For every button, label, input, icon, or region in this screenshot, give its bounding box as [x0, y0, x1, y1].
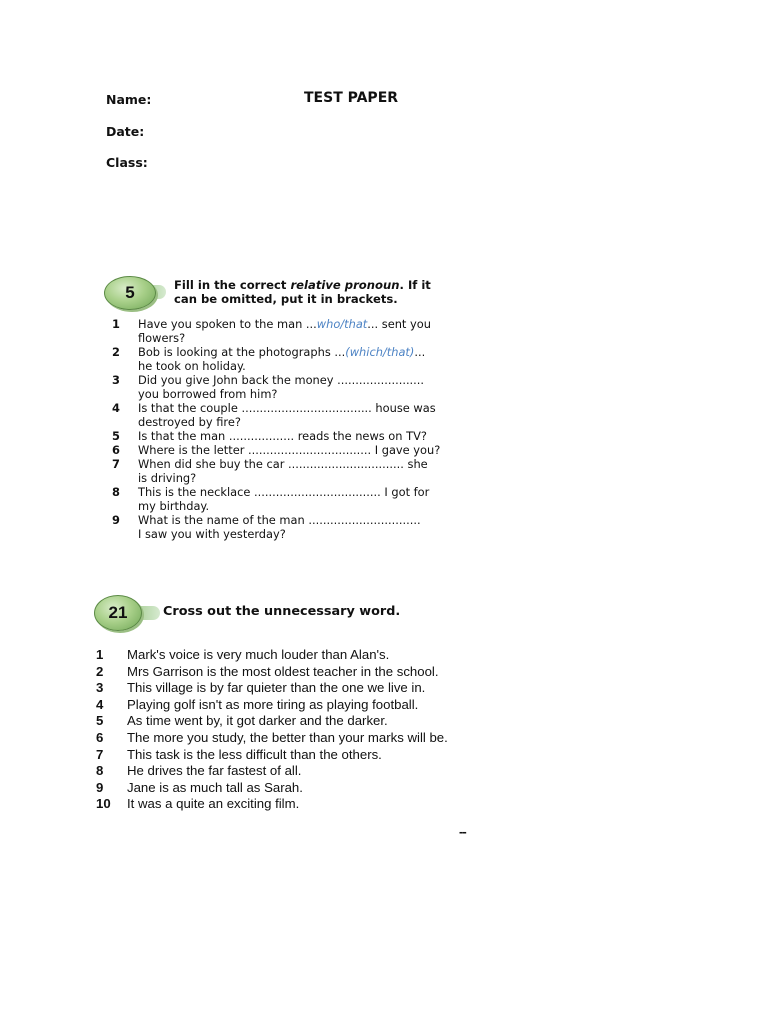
- item-number: 9: [96, 779, 104, 795]
- exercise-21-badge: 21: [94, 595, 142, 631]
- item-number: 1: [112, 317, 120, 331]
- item-text-part: Is that the couple .................................... house was: [138, 401, 436, 415]
- item-text: [138, 457, 472, 485]
- item-number: 1: [96, 647, 104, 662]
- item-number: 4: [112, 401, 120, 415]
- item-text: [138, 513, 472, 541]
- item-text: This village is by far quieter than the one we live in.: [127, 680, 426, 696]
- item-text: [138, 373, 472, 401]
- item-number: 10: [96, 796, 111, 812]
- item-number: 8: [96, 763, 104, 779]
- item-number: 7: [112, 457, 120, 471]
- exercise-21-item: [96, 747, 496, 764]
- item-number: 7: [96, 746, 104, 762]
- exercise-5-instruction: Fill in the correct relative pronoun. If it can be omitted, put it in brackets.: [174, 278, 431, 306]
- exercise-21-item: [96, 763, 496, 780]
- exercise-21-item: [96, 697, 496, 714]
- exercise-5-item: [112, 373, 472, 401]
- item-number: 3: [112, 373, 120, 387]
- page-title: TEST PAPER: [304, 90, 399, 106]
- item-text-part: When did she buy the car ................................ she: [138, 457, 428, 471]
- item-text: He drives the far fastest of all.: [127, 763, 302, 779]
- exercise-5-item: [112, 443, 472, 457]
- item-text: Jane is as much tall as Sarah.: [127, 779, 303, 795]
- item-text-part: is driving?: [138, 471, 197, 485]
- date-label: Date:: [106, 124, 145, 139]
- exercise-21-item: [96, 730, 496, 747]
- item-number: 6: [112, 443, 120, 457]
- item-number: 5: [112, 429, 120, 443]
- exercise-21-list: [96, 647, 496, 813]
- name-label: Name:: [106, 92, 152, 107]
- item-text: [138, 401, 472, 429]
- item-text: Playing golf isn't as more tiring as playing football.: [127, 696, 419, 712]
- item-text-part: you borrowed from him?: [138, 387, 278, 401]
- exercise-21-item: [96, 796, 496, 813]
- exercise-5-list: [112, 317, 472, 541]
- item-text: Mark's voice is very much louder than Alan's.: [127, 647, 390, 662]
- page-mark: --: [459, 824, 466, 839]
- item-number: 4: [96, 696, 104, 712]
- item-text-part: ... sent you: [367, 317, 431, 331]
- item-text: [138, 429, 472, 443]
- item-text-part: he took on holiday.: [138, 359, 246, 373]
- item-text: [138, 443, 472, 457]
- item-text-part: Where is the letter .................................. I gave you?: [138, 443, 441, 457]
- item-text-part: Have you spoken to the man ...: [138, 317, 317, 331]
- item-text-part: Bob is looking at the photographs ...: [138, 345, 346, 359]
- item-text-part: flowers?: [138, 331, 186, 345]
- item-text-part: What is the name of the man ...............................: [138, 513, 421, 527]
- item-number: 2: [112, 345, 120, 359]
- exercise-21-item: [96, 647, 496, 664]
- exercise-5-item: [112, 345, 472, 373]
- item-text: [138, 345, 472, 373]
- item-text: It was a quite an exciting film.: [127, 796, 300, 812]
- item-text-part: ...: [414, 345, 426, 359]
- exercise-21-item: [96, 713, 496, 730]
- item-number: 9: [112, 513, 120, 527]
- item-text-part: This is the necklace ................................... I got for: [138, 485, 430, 499]
- item-text-part: Is that the man .................. reads the news on TV?: [138, 429, 427, 443]
- class-label: Class:: [106, 155, 148, 170]
- item-text-part: Did you give John back the money ........................: [138, 373, 425, 387]
- example-answer: who/that: [316, 317, 368, 331]
- exercise-5-item: [112, 513, 472, 541]
- item-text: [138, 485, 472, 513]
- exercise-5-item: [112, 401, 472, 429]
- item-number: 2: [96, 663, 104, 679]
- item-number: 6: [96, 729, 104, 745]
- item-number: 3: [96, 680, 104, 696]
- item-text-part: my birthday.: [138, 499, 210, 513]
- exercise-21-item: [96, 664, 496, 681]
- exercise-21-instruction: Cross out the unnecessary word.: [163, 604, 401, 619]
- item-text-part: I saw you with yesterday?: [138, 527, 286, 541]
- item-text-part: destroyed by fire?: [138, 415, 241, 429]
- exercise-5-badge: 5: [104, 276, 156, 310]
- exercise-5-item: [112, 429, 472, 443]
- item-text: This task is the less difficult than the others.: [127, 746, 382, 762]
- item-number: 8: [112, 485, 120, 499]
- item-text: Mrs Garrison is the most oldest teacher in the school.: [127, 663, 439, 679]
- exercise-5-item: [112, 485, 472, 513]
- exercise-21-item: [96, 780, 496, 797]
- item-text: As time went by, it got darker and the darker.: [127, 713, 388, 729]
- item-text: [138, 317, 472, 345]
- item-number: 5: [96, 713, 104, 729]
- item-text: The more you study, the better than your marks will be.: [127, 729, 448, 745]
- example-answer: (which/that): [345, 345, 415, 359]
- exercise-5-item: [112, 317, 472, 345]
- exercise-21-item: [96, 680, 496, 697]
- exercise-5-item: [112, 457, 472, 485]
